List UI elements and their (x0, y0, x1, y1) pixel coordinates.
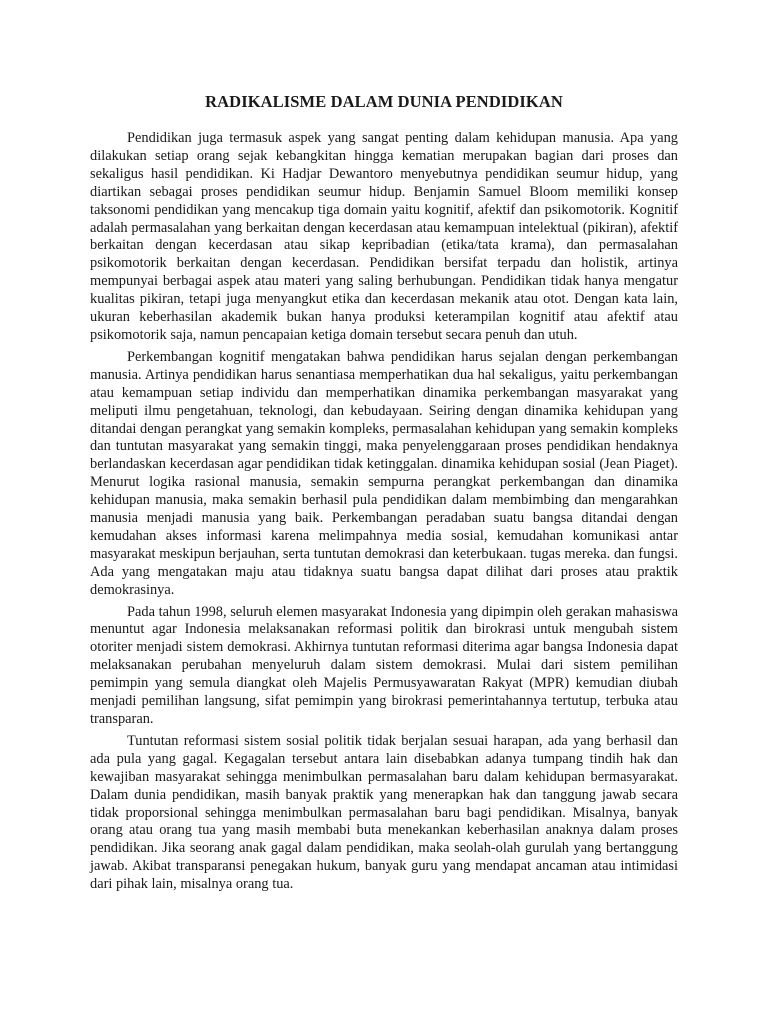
paragraph-3: Pada tahun 1998, seluruh elemen masyarakat Indonesia yang dipimpin oleh gerakan mahasiswa menuntut agar Indonesia melaksanakan reformasi politik dan birokrasi untuk mengubah sistem otoriter menjadi sistem demokrasi. Akhirnya tuntutan reformasi diterima agar bangsa Indonesia dapat melaksanakan perubahan menyeluruh dalam sistem demokrasi. Mulai dari sistem pemilihan pemimpin yang semula diangkat oleh Majelis Permusyawaratan Rakyat (MPR) kemudian diubah menjadi pemilihan langsung, sifat pemimpin yang birokrasi pemerintahannya tertutup, terbuka atau transparan. (90, 603, 678, 727)
document-title: RADIKALISME DALAM DUNIA PENDIDIKAN (205, 92, 563, 111)
paragraph-1: Pendidikan juga termasuk aspek yang sangat penting dalam kehidupan manusia. Apa yang dilakukan setiap orang sejak kebangkitan hingga kematian merupakan bagian dari proses dan sekaligus hasil pendidikan. Ki Hadjar Dewantoro menyebutnya pendidikan seumur hidup, yang diartikan sebagai proses pendidikan seumur hidup. Benjamin Samuel Bloom memiliki konsep taksonomi pendidikan yang mencakup tiga domain yaitu kognitif, afektif dan psikomotorik. Kognitif adalah permasalahan yang berkaitan dengan kecerdasan atau kemampuan intelektual (pikiran), afektif berkaitan dengan kecerdasan atau sikap kepribadian (etika/tata krama), dan permasalahan psikomotorik berkaitan dengan kecerdasan. Pendidikan bersifat terpadu dan holistik, artinya mempunyai berbagai aspek atau materi yang saling berhubungan. Pendidikan tidak hanya mengatur kualitas pikiran, tetapi juga menyangkut etika dan kecerdasan mekanik atau otot. Dengan kata lain, ukuran keberhasilan akademik bukan hanya produksi keterampilan kognitif atau afektif atau psikomotorik saja, namun pencapaian ketiga domain tersebut secara penuh dan utuh. (90, 130, 678, 343)
paragraph-4: Tuntutan reformasi sistem sosial politik tidak berjalan sesuai harapan, ada yang berhasil dan ada pula yang gagal. Kegagalan tersebut antara lain disebabkan adanya tumpang tindih hak dan kewajiban masyarakat sehingga menimbulkan permasalahan baru dalam kehidupan bermasyarakat. Dalam dunia pendidikan, masih banyak praktik yang menerapkan hak dan tanggung jawab secara tidak proporsional sehingga menimbulkan permasalahan baru bagi pendidikan. Misalnya, banyak orang atau orang tua yang masih membabi buta menekankan keberhasilan anaknya dalam proses pendidikan. Jika seorang anak gagal dalam pendidikan, maka seolah-olah gurulah yang bertanggung jawab. Akibat transparansi penegakan hukum, banyak guru yang mendapat ancaman atau intimidasi dari pihak lain, misalnya orang tua. (90, 732, 678, 893)
paragraph-2: Perkembangan kognitif mengatakan bahwa pendidikan harus sejalan dengan perkembangan manusia. Artinya pendidikan harus senantiasa memperhatikan dua hal sekaligus, yaitu perkembangan atau kemampuan setiap individu dan memperhatikan dinamika perkembangan masyarakat yang meliputi ilmu pengetahuan, teknologi, dan kebudayaan. Seiring dengan dinamika kehidupan yang ditandai dengan perangkat yang semakin kompleks, permasalahan kehidupan yang semakin kompleks dan tuntutan masyarakat yang semakin tinggi, maka penyelenggaraan proses pendidikan hendaknya berlandaskan kecerdasan agar pendidikan tidak ketinggalan. dinamika kehidupan sosial (Jean Piaget). Menurut logika rasional manusia, semakin sempurna perangkat perkembangan dan dinamika kehidupan manusia, maka semakin berhasil pula pendidikan dalam membimbing dan mengarahkan manusia menjadi manusia yang baik. Perkembangan peradaban suatu bangsa ditandai dengan kemudahan akses informasi karena melimpahnya media sosial, kemudahan komunikasi antar masyarakat meskipun berjauhan, serta tuntutan demokrasi dan keterbukaan. tugas mereka. dan fungsi. Ada yang mengatakan maju atau tidaknya suatu bangsa dapat dilihat dari proses atau praktik demokrasinya. (90, 348, 678, 598)
